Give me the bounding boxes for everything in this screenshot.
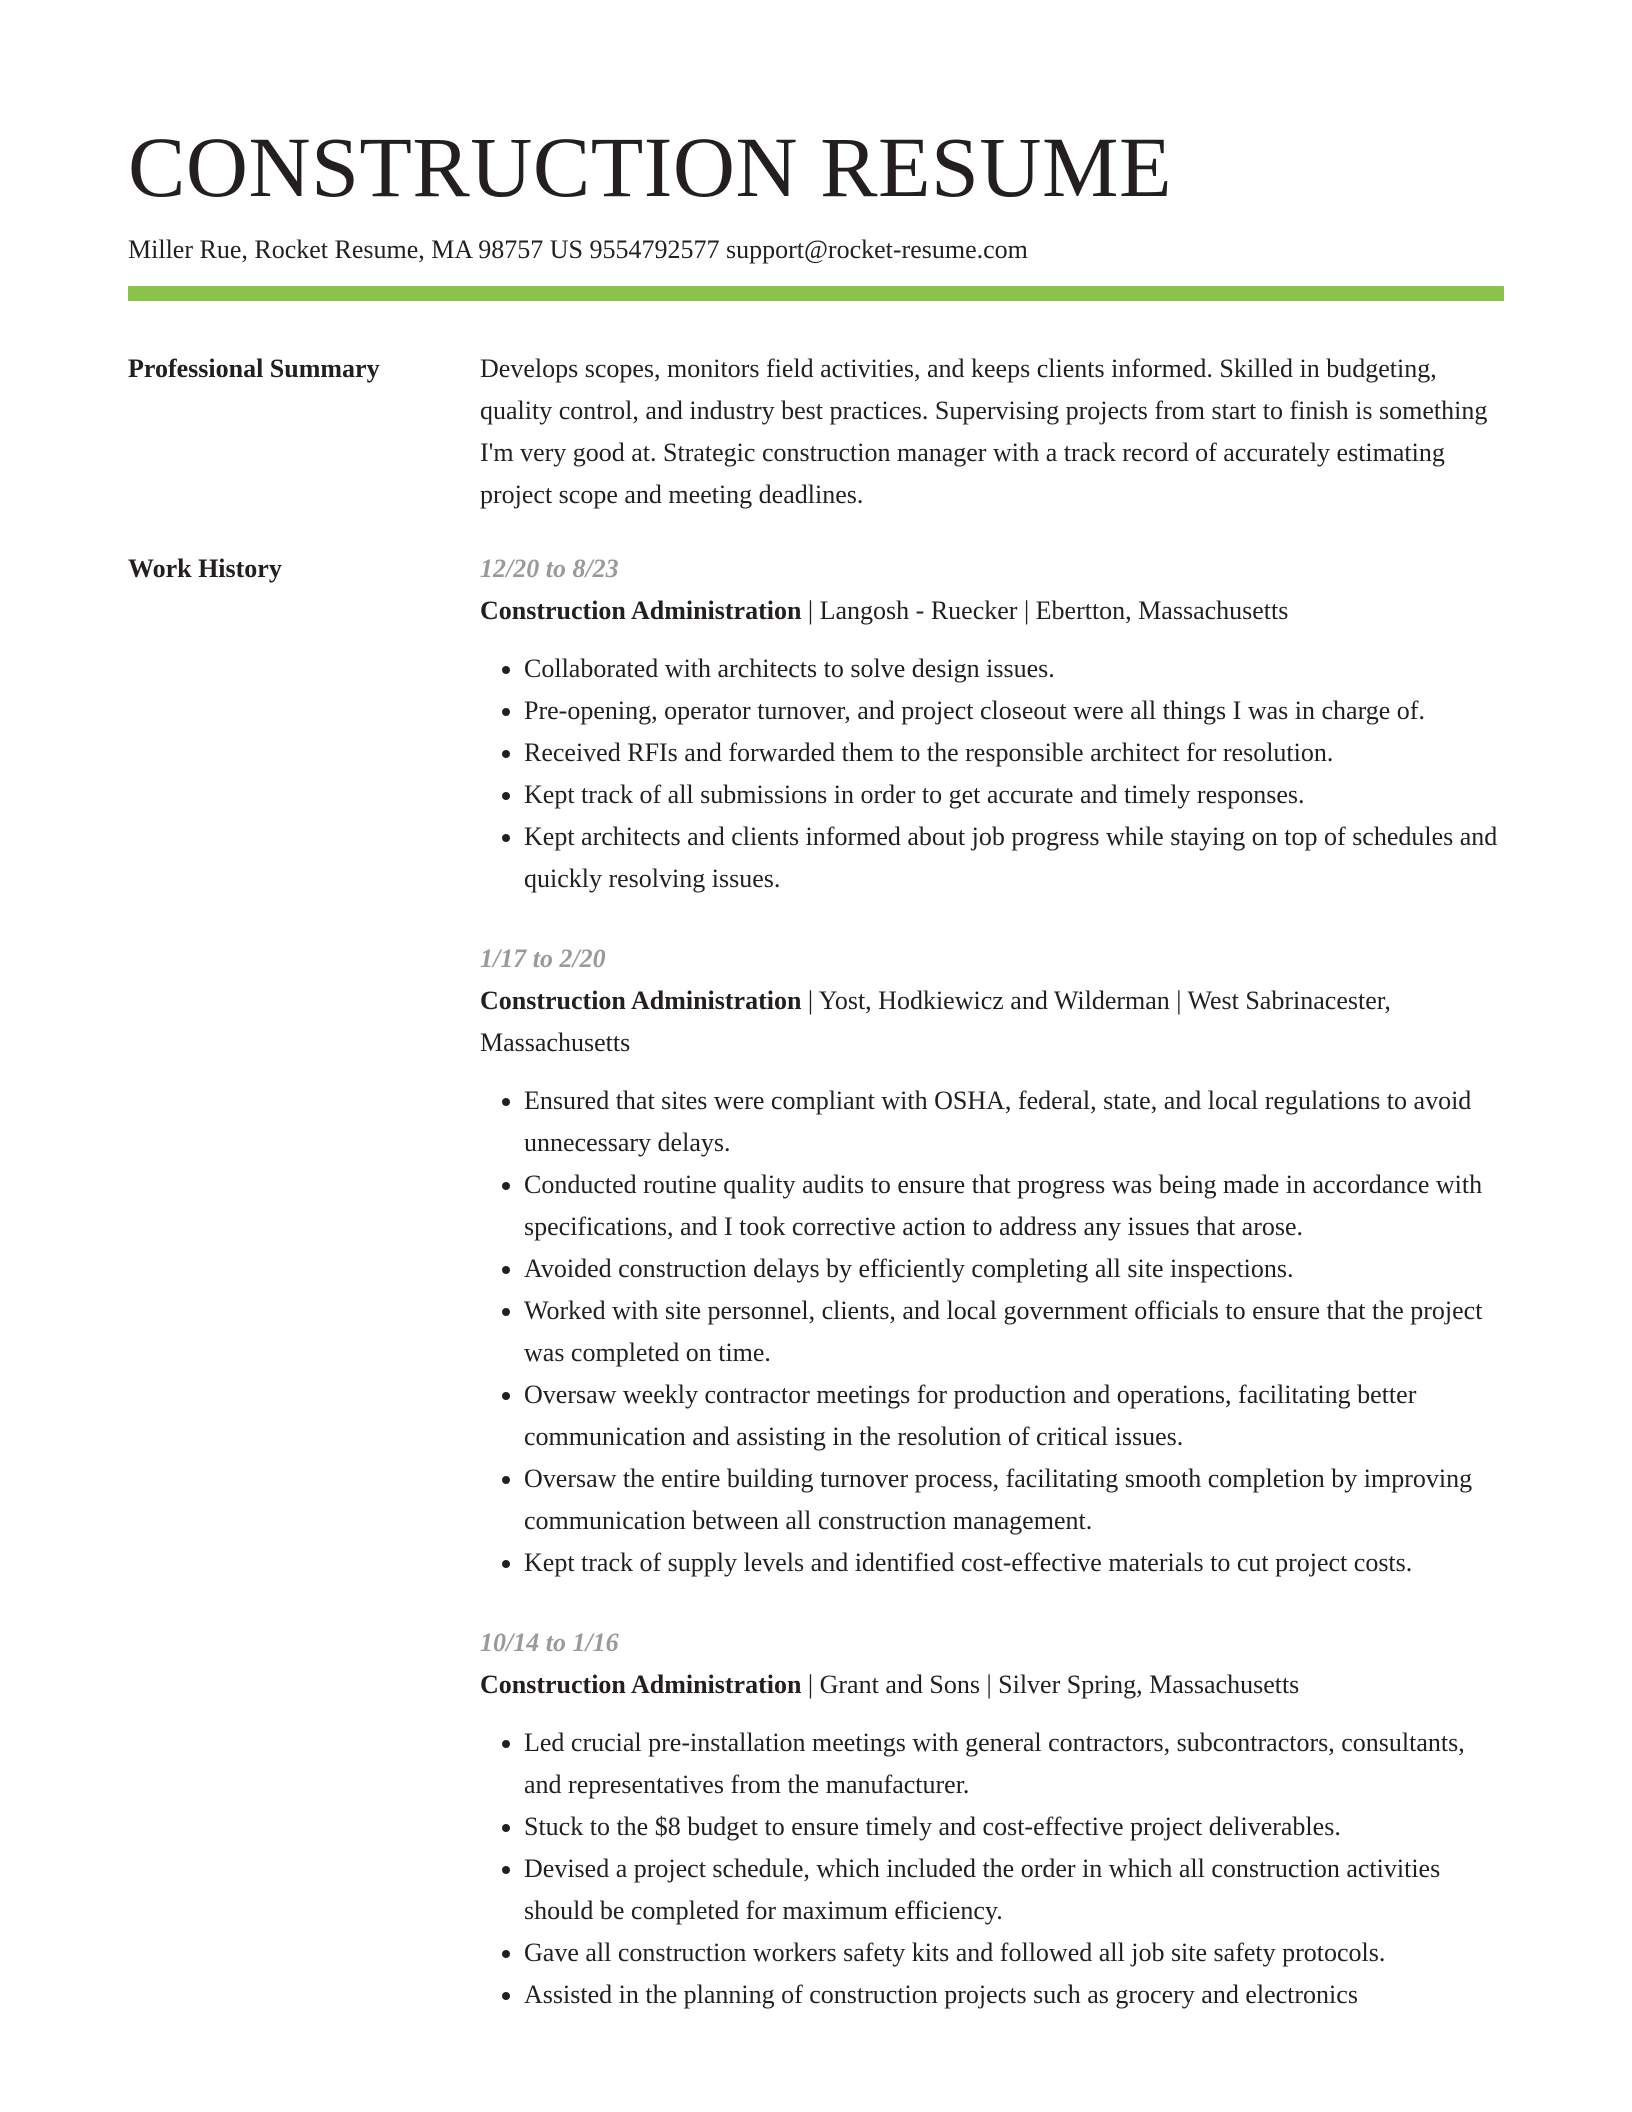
summary-text: Develops scopes, monitors field activities, and keeps clients informed. Skilled in budgeting, quality control, and industry best practices. Supervising projects from start to finish is something I'm very good at. Strategic construction manager with a track record of accurately estimating project scope and meeting deadlines. <box>480 354 1488 509</box>
job-heading <box>480 1664 1504 1706</box>
job-bullet: • Kept track of supply levels and identified cost-effective materials to cut project costs. <box>524 1542 1504 1584</box>
job-details: | Langosh - Ruecker | Ebertton, Massachusetts <box>801 596 1289 625</box>
job-bullet: • Stuck to the $8 budget to ensure timely and cost-effective project deliverables. <box>524 1806 1504 1848</box>
resume-title: CONSTRUCTION RESUME <box>128 119 1172 215</box>
job-details: | Yost, Hodkiewicz and Wilderman | West Sabrinacester, Massachusetts <box>480 986 1391 1057</box>
job-bullet: • Kept track of all submissions in order to get accurate and timely responses. <box>524 774 1504 816</box>
accent-divider <box>128 286 1504 301</box>
job-bullet: • Received RFIs and forwarded them to the responsible architect for resolution. <box>524 732 1504 774</box>
job-entry <box>480 938 1504 1584</box>
job-bullet: • Devised a project schedule, which included the order in which all construction activities should be completed for maximum efficiency. <box>524 1848 1504 1932</box>
job-bullet: • Oversaw weekly contractor meetings for production and operations, facilitating better communication and assisting in the resolution of critical issues. <box>524 1374 1504 1458</box>
job-dates: 1/17 to 2/20 <box>480 944 606 973</box>
job-bullet: • Led crucial pre-installation meetings with general contractors, subcontractors, consultants, and representatives from the manufacturer. <box>524 1722 1504 1806</box>
section-title-summary: Professional Summary <box>128 354 380 383</box>
job-bullet: • Conducted routine quality audits to ensure that progress was being made in accordance with specifications, and I took corrective action to address any issues that arose. <box>524 1164 1504 1248</box>
job-bullet: • Worked with site personnel, clients, and local government officials to ensure that the project was completed on time. <box>524 1290 1504 1374</box>
job-entry <box>480 548 1504 900</box>
job-bullet: • Pre-opening, operator turnover, and project closeout were all things I was in charge of. <box>524 690 1504 732</box>
job-dates: 10/14 to 1/16 <box>480 1628 619 1657</box>
job-heading <box>480 590 1504 632</box>
contact-line: Miller Rue, Rocket Resume, MA 98757 US 9554792577 support@rocket-resume.com <box>128 235 1028 264</box>
job-details: | Grant and Sons | Silver Spring, Massachusetts <box>801 1670 1300 1699</box>
job-bullet: • Oversaw the entire building turnover process, facilitating smooth completion by improving communication between all construction management. <box>524 1458 1504 1542</box>
job-title: Construction Administration <box>480 596 802 625</box>
job-bullet: • Kept architects and clients informed about job progress while staying on top of schedules and quickly resolving issues. <box>524 816 1504 900</box>
job-bullet: • Gave all construction workers safety kits and followed all job site safety protocols. <box>524 1932 1504 1974</box>
job-bullet: • Assisted in the planning of construction projects such as grocery and electronics <box>524 1974 1504 2016</box>
job-bullet: • Collaborated with architects to solve design issues. <box>524 648 1504 690</box>
job-entry <box>480 1622 1504 2016</box>
job-bullets <box>480 648 1504 900</box>
job-bullets <box>480 1722 1504 2016</box>
section-title-work-history: Work History <box>128 554 282 583</box>
job-bullets <box>480 1080 1504 1584</box>
job-title: Construction Administration <box>480 986 802 1015</box>
job-bullet: • Avoided construction delays by efficiently completing all site inspections. <box>524 1248 1504 1290</box>
jobs-list <box>480 548 1504 2054</box>
job-dates: 12/20 to 8/23 <box>480 554 619 583</box>
job-bullet: • Ensured that sites were compliant with OSHA, federal, state, and local regulations to avoid unnecessary delays. <box>524 1080 1504 1164</box>
job-title: Construction Administration <box>480 1670 802 1699</box>
job-heading <box>480 980 1504 1064</box>
